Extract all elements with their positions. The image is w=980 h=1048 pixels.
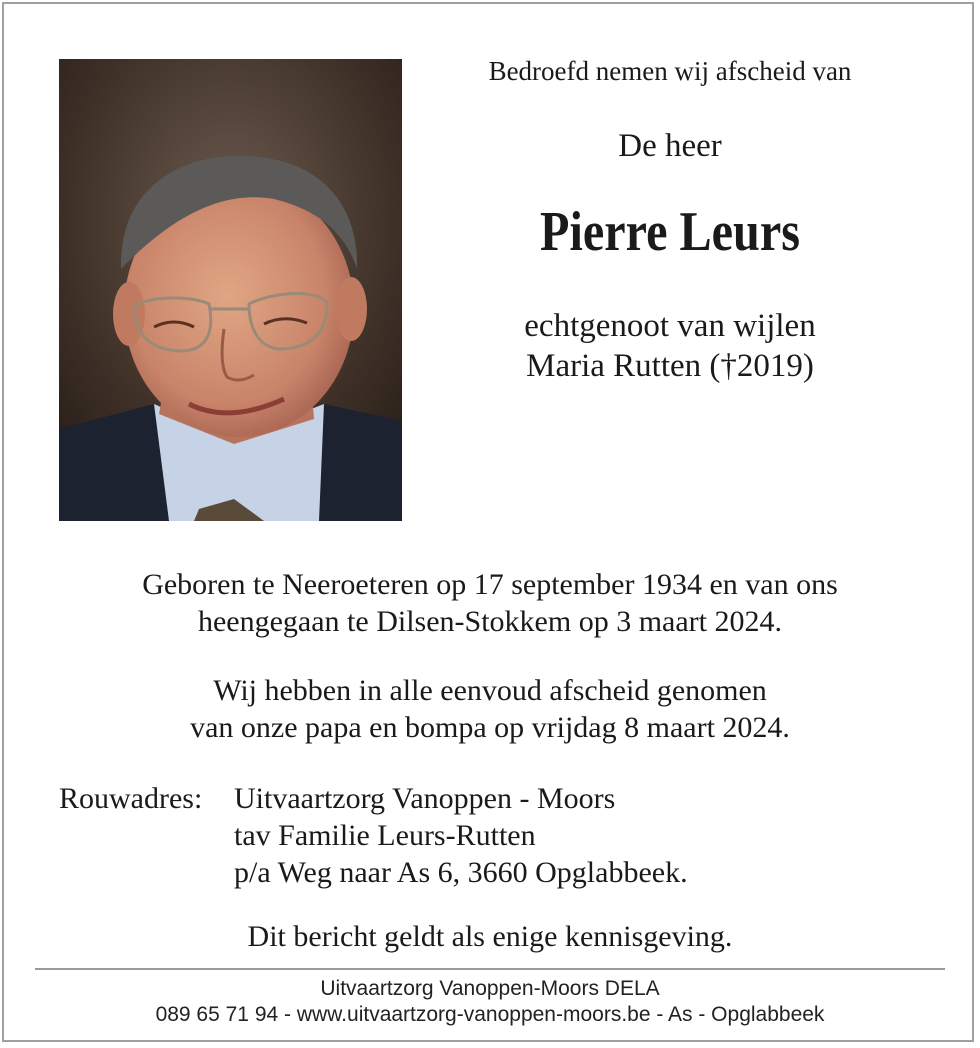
mourning-address [59, 780, 688, 891]
birth-line-2: heengegaan te Dilsen-Stokkem op 3 maart 2024. [197, 605, 782, 638]
address-label: Rouwadres: [59, 782, 203, 815]
intro-text: Bedroefd nemen wij afscheid van [488, 56, 852, 86]
address-line-1: Uitvaartzorg Vanoppen - Moors [234, 782, 616, 815]
footer-divider [35, 968, 945, 970]
farewell-line-2: van onze papa en bompa op vrijdag 8 maart 2024. [190, 711, 790, 744]
deceased-name: Pierre Leurs [540, 201, 800, 263]
birth-line-1: Geboren te Neeroeteren op 17 september 1934 en van ons [142, 568, 838, 601]
spouse-line-1: echtgenoot van wijlen [524, 308, 816, 344]
honorific: De heer [618, 128, 722, 164]
footer-contact: 089 65 71 94 - www.uitvaartzorg-vanoppen-moors.be - As - Opglabbeek [155, 1003, 825, 1026]
address-line-3: p/a Weg naar As 6, 3660 Opglabbeek. [234, 856, 688, 889]
farewell-line-1: Wij hebben in alle eenvoud afscheid genomen [213, 674, 767, 707]
spouse-line-2: Maria Rutten (†2019) [526, 348, 814, 384]
footer [20, 976, 960, 1028]
portrait-photo [59, 59, 402, 521]
closing-statement: Dit bericht geldt als enige kennisgeving. [247, 920, 733, 953]
birth-death-info [30, 566, 950, 640]
footer-company: Uitvaartzorg Vanoppen-Moors DELA [320, 977, 660, 1000]
spouse-info [410, 306, 930, 386]
address-line-2: tav Familie Leurs-Rutten [234, 819, 536, 852]
farewell-info [30, 672, 950, 746]
